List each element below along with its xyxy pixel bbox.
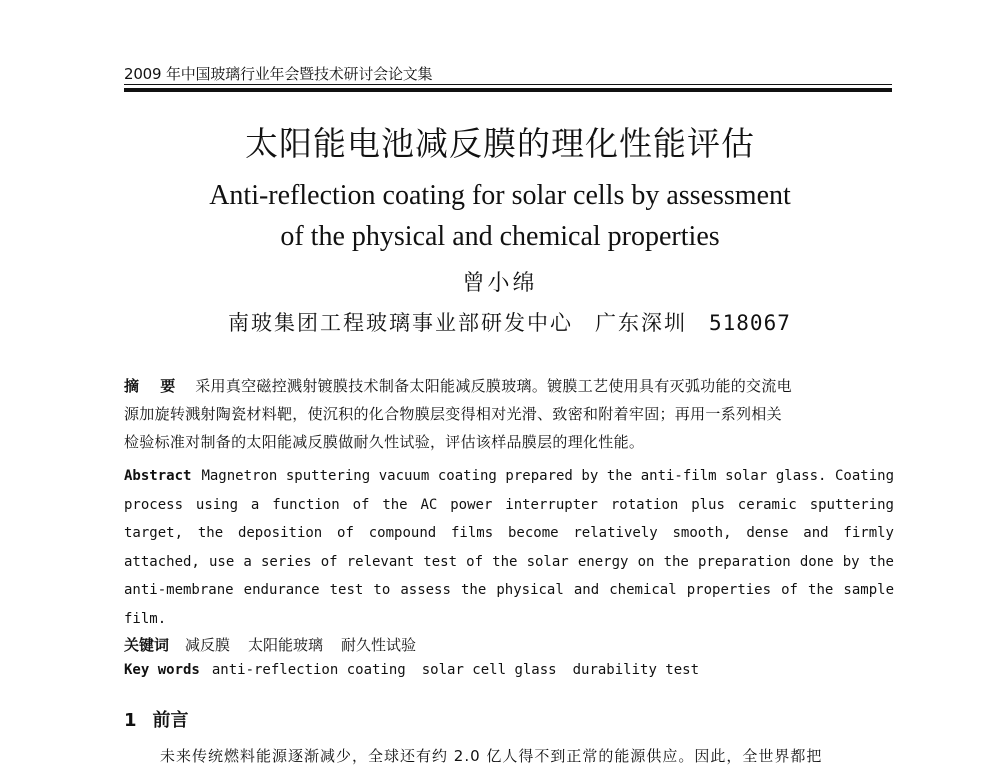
affiliation — [228, 307, 791, 337]
affiliation-location: 广东深圳 — [595, 311, 687, 335]
header-rule-thick — [124, 88, 892, 92]
section-number: 1 — [124, 710, 137, 731]
abstract-cn-text-1: 采用真空磁控溅射镀膜技术制备太阳能减反膜玻璃。镀膜工艺使用具有灭弧功能的交流电 — [195, 377, 792, 395]
abstract-chinese — [124, 372, 894, 456]
abstract-cn-line-1 — [124, 372, 894, 400]
affiliation-org: 南玻集团工程玻璃事业部研发中心 — [228, 311, 573, 335]
abstract-cn-line-2: 源加旋转溅射陶瓷材料靶，使沉积的化合物膜层变得相对光滑、致密和附着牢固；再用一系列相关 — [124, 405, 782, 423]
body-paragraph-first-line: 未来传统燃料能源逐渐减少，全球还有约 2.0 亿人得不到正常的能源供应。因此，全世界都把 — [160, 747, 823, 765]
section-title: 前言 — [152, 710, 189, 731]
section-heading-intro — [124, 706, 189, 732]
abstract-cn-line-3: 检验标准对制备的太阳能减反膜做耐久性试验，评估该样品膜层的理化性能。 — [124, 433, 645, 451]
keywords-en-label: Key words — [124, 662, 200, 678]
title-english-line2: of the physical and chemical properties — [280, 221, 720, 252]
keywords-cn-label: 关键词 — [124, 636, 170, 654]
abstract-cn-label: 摘 要 — [124, 377, 184, 395]
abstract-en-text: Magnetron sputtering vacuum coating prepared by the anti-film solar glass. Coating process using a function of the AC power interrupter rotation plus ceramic sputtering target, the deposition of compound films become relatively smooth, dense and firmly attached, use a series of relevant test of the solar energy on the preparation done by the anti-membrane endurance test to assess the physical and chemical properties of the sample film. — [124, 468, 894, 627]
running-head: 2009 年中国玻璃行业年会暨技术研讨会论文集 — [124, 65, 433, 83]
keyword-en: anti-reflection coating — [211, 662, 406, 678]
title-chinese: 太阳能电池减反膜的理化性能评估 — [245, 124, 755, 163]
affiliation-postcode: 518067 — [709, 311, 791, 335]
title-english-line1: Anti-reflection coating for solar cells by assessment — [209, 180, 791, 211]
keyword-cn: 耐久性试验 — [341, 636, 417, 654]
keywords-english — [124, 662, 715, 678]
keyword-cn: 减反膜 — [185, 636, 231, 654]
header-rule-thin — [124, 84, 892, 85]
keyword-en: durability test — [572, 662, 700, 678]
keyword-cn: 太阳能玻璃 — [248, 636, 324, 654]
abstract-english — [124, 462, 894, 634]
author-name: 曾小绵 — [462, 271, 538, 296]
keywords-chinese — [124, 634, 434, 655]
keyword-en: solar cell glass — [421, 662, 557, 678]
abstract-en-label: Abstract — [124, 468, 192, 484]
